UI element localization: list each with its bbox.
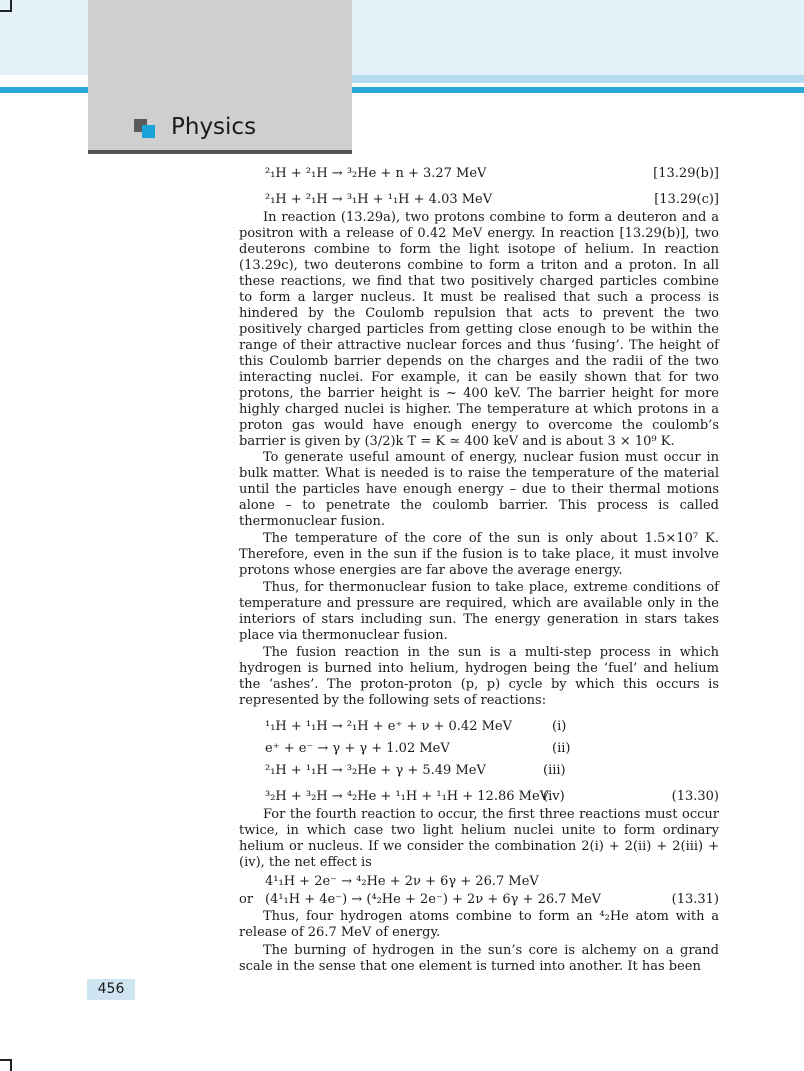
paragraph: For the fourth reaction to occur, the first three reactions must occur twice, in which case two light helium nuclei unite to form ordinary helium or nucleus. If we consider the combination 2(i) + 2(ii) + 2(iii) +(iv), the net effect is: [239, 807, 719, 870]
paragraph: Thus, four hydrogen atoms combine to form an ⁴₂He atom with a release of 26.7 MeV of energy.: [239, 909, 719, 940]
net-equation: 4¹₁H + 2e⁻ → ⁴₂He + 2ν + 6γ + 26.7 MeV: [265, 874, 539, 889]
header-rule: [88, 150, 352, 154]
reaction: ³₂H + ³₂H → ⁴₂He + ¹₁H + ¹₁H + 12.86 MeV (iv) (13.30): [265, 789, 719, 804]
main-text: [239, 160, 719, 975]
paragraph: The fusion reaction in the sun is a multi-step process in which hydrogen is burned into helium, hydrogen being the ‘fuel’ and helium the ‘ashes’. The proton-proton (p, p) cycle by which this occurs is represented by the following sets of reactions:: [239, 645, 719, 708]
paragraph: To generate useful amount of energy, nuclear fusion must occur in bulk matter. What is needed is to raise the temperature of the material until the particles have enough energy – due to their thermal motions alone – to penetrate the coulomb barrier. This process is called thermonuclear fusion.: [239, 450, 719, 529]
paragraph: The burning of hydrogen in the sun’s core is alchemy on a grand scale in the sense that one element is turned into another. It has been: [239, 943, 719, 974]
crop-mark-icon: [0, 0, 12, 12]
reaction: ¹₁H + ¹₁H → ²₁H + e⁺ + ν + 0.42 MeV (i): [265, 719, 567, 734]
page-title: Physics: [171, 114, 257, 140]
paragraph: The temperature of the core of the sun is only about 1.5×10⁷ K. Therefore, even in the sun if the fusion is to take place, it must involve protons whose energies are far above the average energy.: [239, 531, 719, 578]
header-stripe-light: [352, 75, 804, 83]
equation: ²₁H + ²₁H → ³₁H + ¹₁H + 4.03 MeV [13.29(c)]: [265, 192, 719, 207]
equation: ²₁H + ²₁H → ³₂He + n + 3.27 MeV [13.29(b)]: [265, 166, 719, 181]
reaction: ²₁H + ¹₁H → ³₂He + γ + 5.49 MeV (iii): [265, 763, 566, 778]
paragraph: Thus, for thermonuclear fusion to take place, extreme conditions of temperature and pressure are required, which are available only in the interiors of stars including sun. The energy generation in stars takes place via thermonuclear fusion.: [239, 580, 719, 643]
paragraph: In reaction (13.29a), two protons combine to form a deuteron and a positron with a release of 0.42 MeV energy. In reaction [13.29(b)], two deuterons combine to form the light isotope of helium. In reaction (13.29c), two deuterons combine to form a triton and a proton. In all these reactions, we find that two positively charged particles combine to form a larger nucleus. It must be realised that such a process is hindered by the Coulomb repulsion that acts to prevent the two positively charged particles from getting close enough to be within the range of their attractive nuclear forces and thus ‘fusing’. The height of this Coulomb barrier depends on the charges and the radii of the two interacting nuclei. For example, it can be easily shown that for two protons, the barrier height is ~ 400 keV. The barrier height for more highly charged nuclei is higher. The temperature at which protons in a proton gas would have enough energy to overcome the coulomb’s barrier is given by (3/2)k T = K ≃ 400 keV and is about 3 × 10⁹ K.: [239, 210, 719, 449]
squares-logo-icon: [134, 119, 156, 139]
net-equation: or (4¹₁H + 4e⁻) → (⁴₂He + 2e⁻) + 2ν + 6γ + 26.7 MeV (13.31): [239, 892, 719, 907]
page-number: 456: [87, 979, 135, 1000]
reaction: e⁺ + e⁻ → γ + γ + 1.02 MeV (ii): [265, 741, 571, 756]
crop-mark-icon: [0, 1059, 12, 1071]
